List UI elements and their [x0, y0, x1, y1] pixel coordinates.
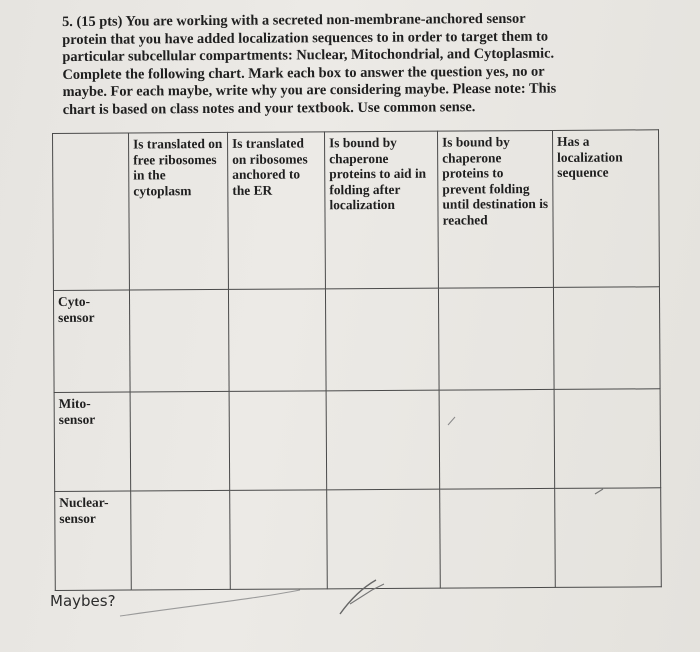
- answer-cell[interactable]: [229, 391, 327, 491]
- maybes-label: Maybes?: [50, 592, 116, 610]
- header-corner-cell: [53, 133, 130, 290]
- question-line: protein that you have added localization sequences to in order to target them to: [62, 28, 549, 48]
- header-localization-sequence: Has a localization sequence: [552, 130, 659, 288]
- answer-cell[interactable]: [438, 287, 554, 390]
- question-prompt: [62, 10, 675, 120]
- answer-cell[interactable]: [555, 488, 662, 588]
- answer-cell[interactable]: [327, 489, 441, 589]
- question-line: 5. (15 pts) You are working with a secreted non-membrane-anchored sensor: [62, 10, 526, 30]
- header-chaperone-after: Is bound by chaperone proteins to aid in folding after localization: [324, 131, 438, 289]
- header-free-ribosomes: Is translated on free ribosomes in the cytoplasm: [129, 132, 229, 290]
- table-row: [55, 488, 662, 591]
- answer-cell[interactable]: [230, 490, 328, 590]
- answer-cell[interactable]: [326, 390, 440, 490]
- answer-cell[interactable]: [129, 289, 229, 392]
- answer-chart: [52, 129, 662, 591]
- header-row: [53, 130, 660, 291]
- table-row: [54, 389, 661, 492]
- answer-cell[interactable]: [325, 288, 439, 391]
- answer-cell[interactable]: [131, 490, 231, 590]
- pen-stroke: [120, 590, 300, 616]
- row-label-cyto: Cyto- sensor: [53, 290, 130, 392]
- answer-cell[interactable]: [554, 389, 661, 489]
- table-row: [53, 287, 660, 393]
- question-line: maybe. For each maybe, write why you are considering maybe. Please note: This: [62, 80, 557, 101]
- row-label-mito: Mito- sensor: [54, 392, 131, 491]
- answer-cell[interactable]: [439, 389, 555, 489]
- row-label-nuclear: Nuclear- sensor: [55, 491, 132, 590]
- answer-cell[interactable]: [440, 488, 556, 588]
- answer-cell[interactable]: [228, 289, 326, 392]
- question-line: chart is based on class notes and your textbook. Use common sense.: [62, 99, 476, 118]
- header-chaperone-prevent: Is bound by chaperone proteins to prevent folding until destination is reached: [437, 130, 553, 288]
- answer-cell[interactable]: [130, 391, 230, 491]
- header-er-ribosomes: Is translated on ribosomes anchored to the ER: [227, 132, 325, 290]
- answer-cell[interactable]: [553, 287, 660, 390]
- question-line: particular subcellular compartments: Nuclear, Mitochondrial, and Cytoplasmic.: [62, 45, 555, 66]
- question-line: Complete the following chart. Mark each box to answer the question yes, no or: [62, 63, 545, 83]
